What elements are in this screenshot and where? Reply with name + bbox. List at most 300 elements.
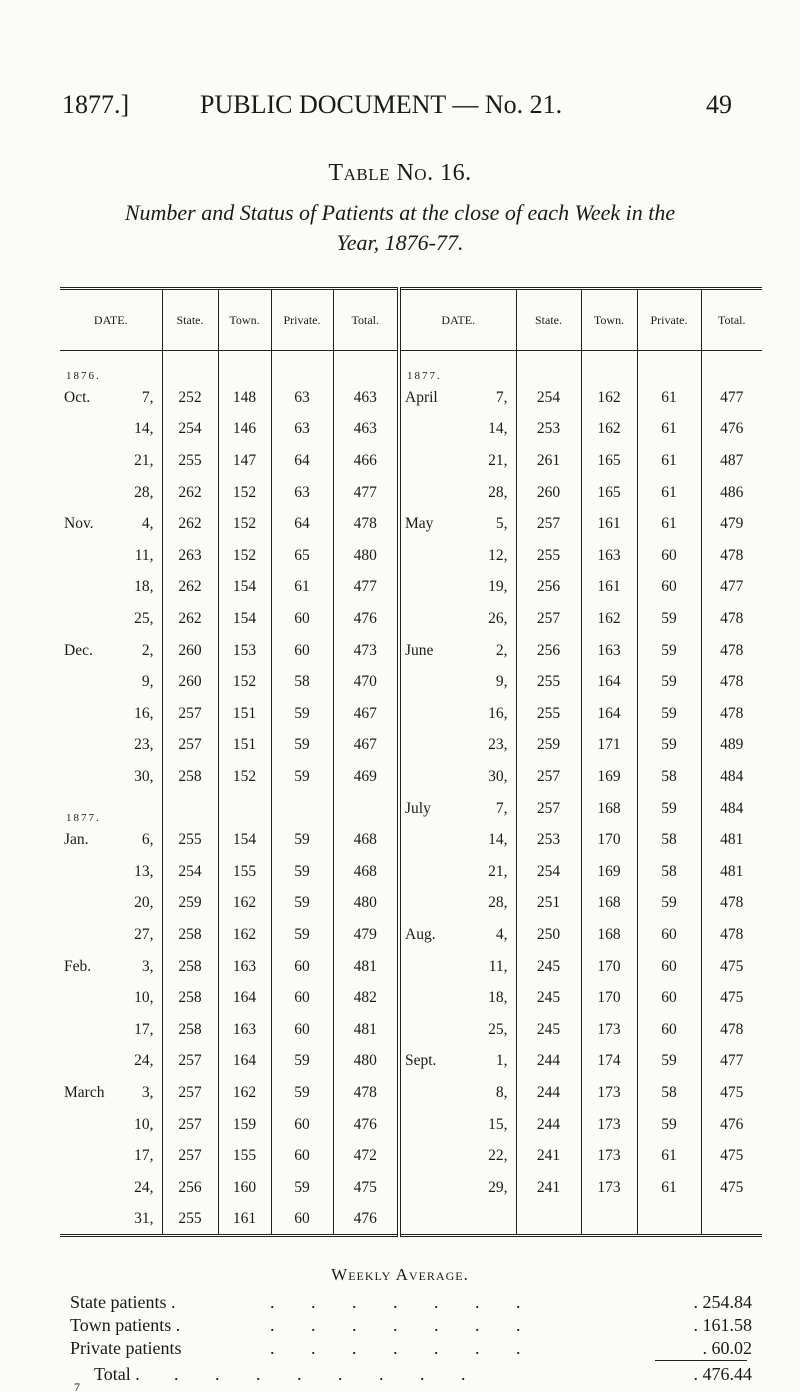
- state-cell: 254: [516, 856, 581, 888]
- state-cell: 261: [516, 445, 581, 477]
- private-cell: 60: [637, 572, 701, 604]
- state-cell: 244: [516, 1109, 581, 1141]
- state-cell: 256: [516, 635, 581, 667]
- date-cell-right: [399, 1172, 516, 1204]
- private-cell: 59: [637, 698, 701, 730]
- private-cell: 59: [637, 730, 701, 762]
- year-label-left: 1876.: [66, 370, 101, 383]
- day-label: 21,: [488, 862, 508, 880]
- date-cell-left: [60, 1140, 162, 1172]
- town-cell: 164: [218, 1046, 271, 1078]
- state-cell: 241: [516, 1172, 581, 1204]
- day-label: 10,: [134, 1115, 154, 1133]
- date-cell-left: [60, 445, 162, 477]
- table-row: [60, 730, 762, 762]
- table-row: [60, 1046, 762, 1078]
- table-row: [60, 1204, 762, 1236]
- private-cell: 59: [271, 856, 333, 888]
- private-cell: 60: [637, 951, 701, 983]
- table-row: [60, 1172, 762, 1204]
- month-label: Nov.: [64, 515, 94, 533]
- total-cell: 478: [701, 919, 762, 951]
- town-cell: 155: [218, 856, 271, 888]
- page-number: 49: [706, 90, 732, 119]
- date-cell-right: [399, 1140, 516, 1172]
- weekly-average-heading: Weekly Average.: [331, 1265, 469, 1284]
- total-cell: 478: [701, 666, 762, 698]
- state-cell: 257: [162, 1046, 218, 1078]
- day-label: 28,: [134, 483, 154, 501]
- town-cell: 161: [581, 572, 637, 604]
- table-row: [60, 793, 762, 825]
- day-label: 22,: [488, 1147, 508, 1165]
- state-cell: 255: [162, 824, 218, 856]
- subtitle-line-1: Number and Status of Patients at the close of each Week in the: [124, 200, 676, 225]
- total-cell: 466: [333, 445, 399, 477]
- private-cell: 58: [637, 824, 701, 856]
- state-cell: 258: [162, 951, 218, 983]
- private-cell: 59: [271, 730, 333, 762]
- town-cell: 146: [218, 414, 271, 446]
- town-cell: 152: [218, 666, 271, 698]
- day-label: 27,: [134, 925, 154, 943]
- year-row: [60, 351, 762, 383]
- day-label: 9,: [141, 673, 154, 691]
- total-cell: 470: [333, 666, 399, 698]
- date-cell-right: [399, 1046, 516, 1078]
- total-cell: 476: [701, 414, 762, 446]
- private-cell: 59: [271, 919, 333, 951]
- town-cell: 162: [581, 382, 637, 414]
- day-label: 3,: [141, 957, 154, 975]
- town-cell: 153: [218, 635, 271, 667]
- col-private-left: Private.: [271, 289, 333, 351]
- state-cell: 258: [162, 761, 218, 793]
- total-cell: 481: [701, 824, 762, 856]
- table-row: [60, 414, 762, 446]
- private-cell: 60: [271, 635, 333, 667]
- private-cell: [637, 1204, 701, 1236]
- day-label: 2,: [141, 641, 154, 659]
- total-cell: 489: [701, 730, 762, 762]
- state-cell: 254: [516, 382, 581, 414]
- table-row: [60, 1077, 762, 1109]
- town-cell: 160: [218, 1172, 271, 1204]
- state-cell: 259: [162, 888, 218, 920]
- total-cell: 476: [333, 1204, 399, 1236]
- total-cell: 482: [333, 982, 399, 1014]
- state-cell: 253: [516, 414, 581, 446]
- state-cell: 244: [516, 1077, 581, 1109]
- private-cell: 63: [271, 414, 333, 446]
- state-cell: 255: [516, 540, 581, 572]
- private-cell: 59: [637, 793, 701, 825]
- date-cell-right: [399, 793, 516, 825]
- total-cell: 477: [333, 477, 399, 509]
- private-cell: 59: [271, 824, 333, 856]
- table-row: [60, 698, 762, 730]
- day-label: 26,: [488, 610, 508, 628]
- date-cell-left: [60, 382, 162, 414]
- day-label: 17,: [134, 1020, 154, 1038]
- date-cell-left: [60, 508, 162, 540]
- avg-value: . 60.02: [702, 1338, 752, 1358]
- total-cell: 478: [701, 698, 762, 730]
- state-cell: 245: [516, 982, 581, 1014]
- col-total-right: Total.: [701, 289, 762, 351]
- town-cell: 162: [218, 1077, 271, 1109]
- private-cell: 60: [637, 540, 701, 572]
- private-cell: 60: [637, 982, 701, 1014]
- table-row: [60, 603, 762, 635]
- state-cell: 241: [516, 1140, 581, 1172]
- total-cell: 476: [333, 1109, 399, 1141]
- month-label: Dec.: [64, 641, 93, 659]
- date-cell-right: [399, 445, 516, 477]
- total-cell: 480: [333, 540, 399, 572]
- date-cell-left: [60, 919, 162, 951]
- table-row: [60, 572, 762, 604]
- private-cell: 60: [271, 1014, 333, 1046]
- day-label: 14,: [134, 420, 154, 438]
- private-cell: 58: [637, 856, 701, 888]
- total-value: . 476.44: [693, 1364, 752, 1384]
- private-cell: 60: [271, 603, 333, 635]
- state-cell: 257: [162, 698, 218, 730]
- day-label: 6,: [141, 831, 154, 849]
- town-cell: 159: [218, 1109, 271, 1141]
- total-cell: 479: [333, 919, 399, 951]
- private-cell: 58: [637, 761, 701, 793]
- day-label: 28,: [488, 894, 508, 912]
- total-cell: 463: [333, 382, 399, 414]
- town-cell: 173: [581, 1172, 637, 1204]
- day-label: 3,: [141, 1083, 154, 1101]
- day-label: 1,: [495, 1052, 508, 1070]
- date-cell-left: [60, 888, 162, 920]
- town-cell: 162: [218, 888, 271, 920]
- town-cell: 161: [581, 508, 637, 540]
- state-cell: 259: [516, 730, 581, 762]
- total-cell: 477: [701, 382, 762, 414]
- date-cell-right: [399, 603, 516, 635]
- table-row: [60, 888, 762, 920]
- town-cell: 173: [581, 1077, 637, 1109]
- date-cell-left: [60, 856, 162, 888]
- total-cell: 469: [333, 761, 399, 793]
- town-cell: 163: [218, 1014, 271, 1046]
- table-row: [60, 982, 762, 1014]
- private-cell: 65: [271, 540, 333, 572]
- day-label: 10,: [134, 989, 154, 1007]
- table-row: [60, 635, 762, 667]
- table-row: [60, 919, 762, 951]
- date-cell-left: [60, 540, 162, 572]
- town-cell: [581, 1204, 637, 1236]
- state-cell: 245: [516, 951, 581, 983]
- total-cell: 486: [701, 477, 762, 509]
- town-cell: 165: [581, 445, 637, 477]
- date-cell-left: [60, 1046, 162, 1078]
- state-cell: 257: [516, 761, 581, 793]
- day-label: 4,: [495, 925, 508, 943]
- town-cell: 173: [581, 1109, 637, 1141]
- private-cell: 60: [271, 1140, 333, 1172]
- date-cell-left: [60, 698, 162, 730]
- total-cell: 481: [701, 856, 762, 888]
- private-cell: 59: [271, 1046, 333, 1078]
- date-cell-right: [399, 856, 516, 888]
- town-cell: 161: [218, 1204, 271, 1236]
- private-cell: 59: [637, 1109, 701, 1141]
- private-cell: 61: [637, 477, 701, 509]
- date-cell-right: [399, 540, 516, 572]
- town-cell: 148: [218, 382, 271, 414]
- state-cell: 257: [162, 1140, 218, 1172]
- private-cell: 61: [637, 1140, 701, 1172]
- col-state-left: State.: [162, 289, 218, 351]
- date-cell-left: [60, 635, 162, 667]
- avg-label: State patients .: [70, 1292, 176, 1312]
- date-cell-right: [399, 508, 516, 540]
- town-cell: 152: [218, 540, 271, 572]
- state-cell: 258: [162, 982, 218, 1014]
- state-cell: 257: [516, 793, 581, 825]
- signature-mark: 7: [74, 1380, 80, 1392]
- state-cell: 262: [162, 477, 218, 509]
- total-cell: 487: [701, 445, 762, 477]
- total-cell: 476: [701, 1109, 762, 1141]
- date-cell-left: [60, 730, 162, 762]
- date-cell-left: [60, 1204, 162, 1236]
- subtitle-line-2: Year, 1876-77.: [336, 230, 464, 255]
- state-cell: 255: [516, 666, 581, 698]
- day-label: 31,: [134, 1209, 154, 1227]
- town-cell: 152: [218, 508, 271, 540]
- day-label: 23,: [134, 736, 154, 754]
- state-cell: 255: [162, 445, 218, 477]
- day-label: 21,: [488, 452, 508, 470]
- date-cell-right: [399, 1109, 516, 1141]
- private-cell: 61: [637, 414, 701, 446]
- date-cell-right: [399, 572, 516, 604]
- table-title: Table No. 16.: [328, 160, 472, 186]
- col-total-left: Total.: [333, 289, 399, 351]
- year-label-left-2: 1877.: [66, 812, 101, 825]
- col-state-right: State.: [516, 289, 581, 351]
- total-cell: 478: [701, 635, 762, 667]
- private-cell: 59: [271, 888, 333, 920]
- day-label: 12,: [488, 546, 508, 564]
- col-private-right: Private.: [637, 289, 701, 351]
- town-cell: 169: [581, 856, 637, 888]
- town-cell: 164: [581, 666, 637, 698]
- header-row: [60, 289, 762, 351]
- day-label: 15,: [488, 1115, 508, 1133]
- state-cell: 253: [516, 824, 581, 856]
- town-cell: 173: [581, 1140, 637, 1172]
- state-cell: 245: [516, 1014, 581, 1046]
- table-row: [60, 1140, 762, 1172]
- private-cell: 61: [637, 508, 701, 540]
- private-cell: 60: [271, 1204, 333, 1236]
- day-label: 4,: [141, 515, 154, 533]
- private-cell: 59: [271, 1077, 333, 1109]
- col-date-right: DATE.: [399, 289, 516, 351]
- state-cell: 263: [162, 540, 218, 572]
- state-cell: 252: [162, 382, 218, 414]
- private-cell: 59: [637, 666, 701, 698]
- date-cell-right: [399, 982, 516, 1014]
- total-cell: [701, 1204, 762, 1236]
- total-cell: 475: [701, 1140, 762, 1172]
- date-cell-right: [399, 888, 516, 920]
- private-cell: 60: [637, 919, 701, 951]
- town-cell: 174: [581, 1046, 637, 1078]
- town-cell: [218, 793, 271, 825]
- town-cell: 155: [218, 1140, 271, 1172]
- date-cell-right: [399, 824, 516, 856]
- day-label: 25,: [134, 610, 154, 628]
- total-cell: 472: [333, 1140, 399, 1172]
- town-cell: 147: [218, 445, 271, 477]
- state-cell: 255: [516, 698, 581, 730]
- town-cell: 154: [218, 824, 271, 856]
- avg-label: Town patients .: [70, 1315, 181, 1335]
- date-cell-left: [60, 1172, 162, 1204]
- day-label: 16,: [488, 704, 508, 722]
- total-cell: 481: [333, 951, 399, 983]
- private-cell: 59: [271, 761, 333, 793]
- day-label: 13,: [134, 862, 154, 880]
- day-label: 23,: [488, 736, 508, 754]
- day-label: 7,: [495, 388, 508, 406]
- total-cell: 484: [701, 793, 762, 825]
- private-cell: 59: [637, 603, 701, 635]
- month-label: July: [405, 799, 431, 817]
- private-cell: 60: [271, 1109, 333, 1141]
- state-cell: 258: [162, 919, 218, 951]
- private-cell: 63: [271, 382, 333, 414]
- total-cell: 477: [333, 572, 399, 604]
- private-cell: 64: [271, 445, 333, 477]
- town-cell: 173: [581, 1014, 637, 1046]
- day-label: 18,: [488, 989, 508, 1007]
- total-cell: 478: [333, 1077, 399, 1109]
- total-cell: 477: [701, 1046, 762, 1078]
- table-row: [60, 508, 762, 540]
- year-label-right: 1877.: [399, 351, 516, 383]
- total-cell: 476: [333, 603, 399, 635]
- state-cell: 251: [516, 888, 581, 920]
- table-row: [60, 856, 762, 888]
- day-label: 24,: [134, 1052, 154, 1070]
- state-cell: 250: [516, 919, 581, 951]
- table-row: [60, 445, 762, 477]
- private-cell: 61: [271, 572, 333, 604]
- state-cell: 257: [162, 1109, 218, 1141]
- avg-value: . 254.84: [693, 1292, 752, 1312]
- state-cell: 256: [162, 1172, 218, 1204]
- total-cell: 467: [333, 698, 399, 730]
- total-cell: 468: [333, 856, 399, 888]
- date-cell-right: [399, 1014, 516, 1046]
- state-cell: 262: [162, 603, 218, 635]
- day-label: 16,: [134, 704, 154, 722]
- col-town-left: Town.: [218, 289, 271, 351]
- private-cell: 59: [637, 888, 701, 920]
- table-row: [60, 761, 762, 793]
- private-cell: 59: [637, 1046, 701, 1078]
- date-cell-right: [399, 666, 516, 698]
- day-label: 20,: [134, 894, 154, 912]
- avg-row-town: Town patients . . . . . . . . . 161.58: [70, 1315, 752, 1335]
- month-label: June: [405, 641, 434, 659]
- total-cell: 467: [333, 730, 399, 762]
- town-cell: 151: [218, 730, 271, 762]
- total-cell: 477: [701, 572, 762, 604]
- day-label: 24,: [134, 1178, 154, 1196]
- date-cell-right: [399, 919, 516, 951]
- day-label: 28,: [488, 483, 508, 501]
- date-cell-left: [60, 1014, 162, 1046]
- total-cell: 475: [701, 951, 762, 983]
- total-cell: 480: [333, 888, 399, 920]
- table-row: [60, 951, 762, 983]
- patients-table: [60, 287, 762, 1237]
- private-cell: 61: [637, 382, 701, 414]
- state-cell: 256: [516, 572, 581, 604]
- day-label: 17,: [134, 1147, 154, 1165]
- private-cell: 60: [637, 1014, 701, 1046]
- day-label: 11,: [134, 546, 154, 564]
- day-label: 2,: [495, 641, 508, 659]
- date-cell-right: [399, 414, 516, 446]
- state-cell: 257: [162, 1077, 218, 1109]
- town-cell: 170: [581, 982, 637, 1014]
- date-cell-left: [60, 824, 162, 856]
- day-label: 30,: [134, 768, 154, 786]
- total-cell: 479: [701, 508, 762, 540]
- avg-row-total: Total . . . . . . . . . . 476.44: [94, 1364, 752, 1384]
- town-cell: 170: [581, 951, 637, 983]
- date-cell-right: [399, 951, 516, 983]
- town-cell: 165: [581, 477, 637, 509]
- total-cell: 481: [333, 1014, 399, 1046]
- total-cell: 478: [701, 1014, 762, 1046]
- day-label: 11,: [488, 957, 508, 975]
- running-header: [0, 90, 800, 126]
- total-cell: 475: [701, 982, 762, 1014]
- town-cell: 163: [218, 951, 271, 983]
- date-cell-right: [399, 1077, 516, 1109]
- day-label: 29,: [488, 1178, 508, 1196]
- day-label: 7,: [495, 799, 508, 817]
- town-cell: 162: [218, 919, 271, 951]
- town-cell: 168: [581, 793, 637, 825]
- state-cell: 262: [162, 508, 218, 540]
- date-cell-left: [60, 1077, 162, 1109]
- date-cell-left: [60, 477, 162, 509]
- town-cell: 164: [218, 982, 271, 1014]
- total-cell: 473: [333, 635, 399, 667]
- private-cell: 61: [637, 445, 701, 477]
- town-cell: 152: [218, 761, 271, 793]
- state-cell: 260: [516, 477, 581, 509]
- day-label: 30,: [488, 768, 508, 786]
- avg-label: Private patients: [70, 1338, 182, 1358]
- avg-row-private: Private patients . . . . . . . . 60.02: [70, 1338, 752, 1358]
